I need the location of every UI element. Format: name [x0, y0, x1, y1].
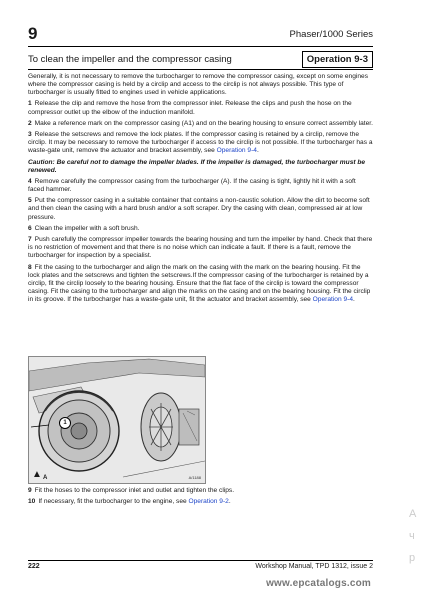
- page-number: 222: [28, 563, 40, 570]
- header-rule: [28, 46, 373, 47]
- figure-letter: A: [43, 475, 48, 481]
- step-text: Clean the impeller with a soft brush.: [34, 224, 140, 232]
- step-3: [28, 131, 373, 155]
- operation-label: Operation 9-3: [302, 51, 373, 68]
- step-2: [28, 120, 373, 128]
- intro-paragraph: Generally, it is not necessary to remove the turbocharger to remove the compressor casing, except on some engines where the compressor casing is held by a circlip and access to the circlip is not always possible. This type of turbocharger is usually fitted to engines used in vehicle applications.: [28, 73, 368, 97]
- series-name: Phaser/1000 Series: [289, 29, 373, 40]
- step-number: 6: [28, 224, 32, 232]
- step-number: 7: [28, 236, 32, 244]
- step-text: If necessary, fit the turbocharger to the engine, see: [38, 498, 189, 506]
- step-number: 8: [28, 263, 32, 271]
- step-text-end: .: [256, 147, 259, 155]
- edge-char-2: ч: [409, 530, 415, 542]
- step-text: Fit the hoses to the compressor inlet and outlet and tighten the clips.: [34, 487, 235, 494]
- step-text-end: .: [353, 295, 355, 303]
- operation-9-2-link[interactable]: Operation 9-2: [188, 498, 229, 506]
- step-6: [28, 225, 373, 233]
- callout-1: 1: [59, 417, 71, 429]
- step-text: Make a reference mark on the compressor casing (A1) and on the bearing housing to ensure correct assembly later.: [34, 119, 373, 127]
- step-number: 10: [28, 498, 36, 506]
- step-text: Release the setscrews and remove the lock plates. If the compressor casing is retained by a circlip, remove the circlip. It may be necessary to remove the turbocharger if access to the circlip is not possible. If the turbocharger has a waste-gate unit, remove the actuator and bracket assembly, see: [28, 131, 373, 155]
- section-title-bar: [28, 50, 373, 68]
- operation-9-4-link[interactable]: Operation 9-4: [312, 295, 353, 303]
- triangle-icon: ▲: [32, 469, 42, 480]
- figure-marker: [32, 470, 42, 480]
- turbocharger-illustration: [28, 356, 206, 484]
- step-10: [28, 498, 373, 506]
- step-8: [28, 264, 373, 304]
- step-number: 1: [28, 100, 32, 108]
- turbocharger-drawing: [29, 357, 205, 483]
- chapter-number: 9: [28, 24, 38, 43]
- step-number: 3: [28, 131, 32, 139]
- operation-9-4-link[interactable]: Operation 9-4: [216, 147, 257, 155]
- step-1: [28, 100, 373, 116]
- edge-char-1: А: [409, 508, 417, 520]
- procedure-body-end: [28, 487, 373, 510]
- edge-char-3: р: [409, 552, 416, 564]
- step-number: 9: [28, 487, 32, 494]
- step-text: Push carefully the compressor impeller towards the bearing housing and turn the impeller by hand. Check that there is no restriction of movement and that there is no noise which can indicate a fault. If there is a fault, remove the turbocharger for inspection by a specialist.: [28, 236, 373, 260]
- step-9: [28, 487, 373, 495]
- step-5: [28, 197, 373, 221]
- step-text-end: .: [228, 498, 231, 506]
- step-number: 4: [28, 177, 32, 185]
- step-number: 5: [28, 197, 32, 205]
- step-text: Put the compressor casing in a suitable container that contains a non-caustic solution. Allow the dirt to become soft and then clean the casing with a hard brush and/or a soft scraper. Dry the casing with clean, compressed air at low pressure.: [28, 197, 370, 221]
- manual-reference: Workshop Manual, TPD 1312, issue 2: [255, 563, 373, 570]
- step-text: Release the clip and remove the hose from the compressor inlet. Release the clips and push the hose on the compressor outlet up the elbow of the induction manifold.: [28, 100, 352, 116]
- caution-note: Caution: Be careful not to damage the impeller blades. If the impeller is damaged, the turbocharger must be renewed.: [28, 158, 366, 174]
- watermark: www.epcatalogs.com: [266, 578, 371, 589]
- step-4: [28, 178, 373, 194]
- step-number: 2: [28, 119, 32, 127]
- step-text: Remove carefully the compressor casing from the turbocharger (A). If the casing is tight, lightly hit it with a soft faced hammer.: [28, 177, 356, 194]
- footer-rule: [28, 560, 373, 561]
- figure-code: A/1188: [188, 475, 201, 480]
- procedure-body: [28, 73, 373, 307]
- section-title: To clean the impeller and the compressor casing: [28, 53, 232, 65]
- step-text: Fit the casing to the turbocharger and align the mark on the casing with the mark on the bearing housing. Fit the lock plates and the setscrews and tighten the setscrews.If the compressor casing of the turbocharger is retained by a circlip, fit the circlip loosely to the bearing housing. Ensure that the flat face of the circlip is toward the compressor casing. Fit the casing to the turbocharger and align the marks on the casing and on the bearing housing. Fit the circlip in its groove. If the turbocharger has a waste-gate unit, fit the actuator and bracket assembly, see: [28, 263, 371, 303]
- title-rule: [28, 69, 373, 70]
- step-7: [28, 236, 373, 260]
